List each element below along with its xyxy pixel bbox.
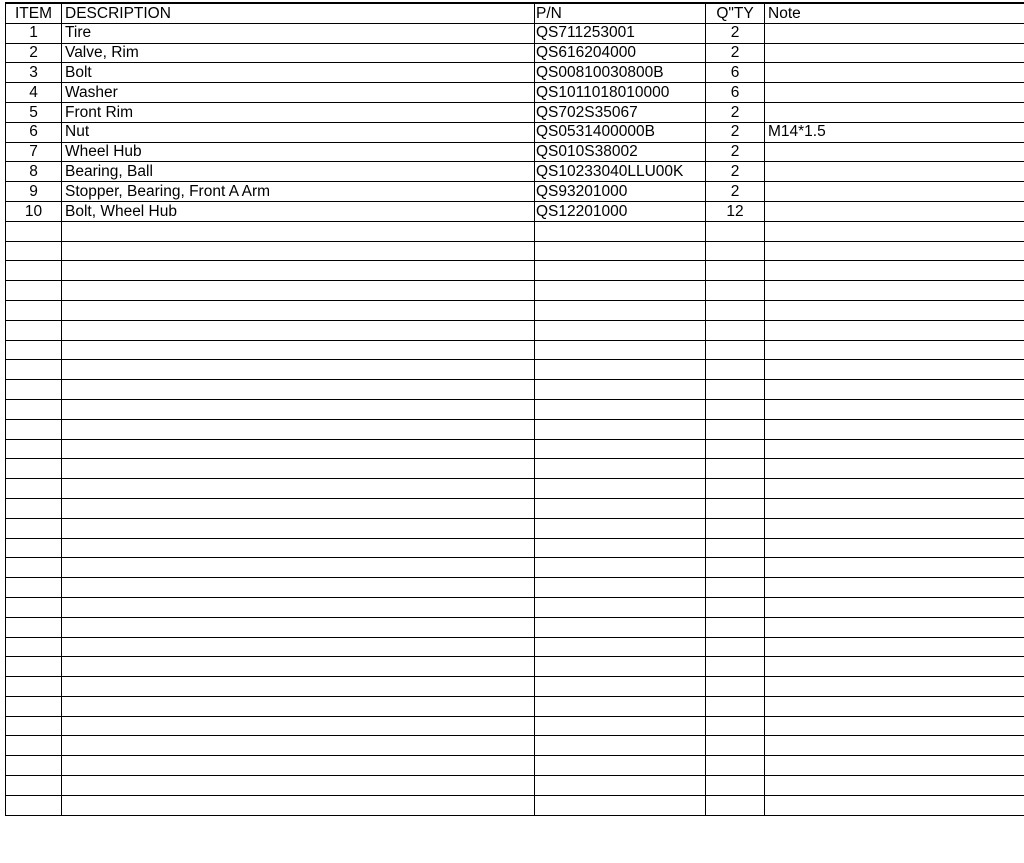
cell-description [62,399,535,419]
empty-table-row [6,578,1024,598]
cell-description: Tire [62,23,535,43]
cell-note [765,360,1024,380]
cell-part-number [535,716,706,736]
cell-part-number: QS702S35067 [535,102,706,122]
cell-part-number [535,340,706,360]
cell-note [765,637,1024,657]
cell-item [6,657,62,677]
empty-table-row [6,320,1024,340]
header-description: DESCRIPTION [62,3,535,23]
table-body [6,23,1024,815]
cell-note [765,162,1024,182]
cell-note: M14*1.5 [765,122,1024,142]
cell-part-number [535,677,706,697]
cell-part-number: QS1011018010000 [535,83,706,103]
table-row [6,102,1024,122]
cell-item [6,281,62,301]
empty-table-row [6,221,1024,241]
cell-note [765,23,1024,43]
cell-part-number [535,419,706,439]
cell-part-number: QS93201000 [535,182,706,202]
cell-quantity [706,677,765,697]
table-row [6,162,1024,182]
cell-note [765,241,1024,261]
cell-item: 10 [6,201,62,221]
cell-note [765,518,1024,538]
cell-item [6,696,62,716]
empty-table-row [6,360,1024,380]
empty-table-row [6,261,1024,281]
cell-part-number [535,320,706,340]
cell-item [6,518,62,538]
cell-quantity [706,538,765,558]
cell-note [765,578,1024,598]
empty-table-row [6,538,1024,558]
cell-note [765,399,1024,419]
cell-item [6,498,62,518]
cell-note [765,43,1024,63]
cell-quantity [706,736,765,756]
cell-item [6,419,62,439]
cell-item [6,756,62,776]
empty-table-row [6,340,1024,360]
empty-table-row [6,597,1024,617]
cell-description [62,320,535,340]
cell-quantity [706,498,765,518]
cell-description [62,518,535,538]
cell-note [765,597,1024,617]
cell-quantity: 6 [706,63,765,83]
empty-table-row [6,716,1024,736]
cell-quantity [706,795,765,815]
cell-part-number [535,281,706,301]
cell-item: 4 [6,83,62,103]
header-part-number: P/N [535,3,706,23]
cell-note [765,419,1024,439]
cell-part-number [535,459,706,479]
table-row [6,182,1024,202]
cell-description: Bearing, Ball [62,162,535,182]
cell-note [765,756,1024,776]
header-note: Note [765,3,1024,23]
cell-item [6,439,62,459]
cell-item [6,597,62,617]
cell-part-number [535,795,706,815]
cell-quantity [706,340,765,360]
cell-part-number [535,756,706,776]
empty-table-row [6,459,1024,479]
cell-quantity [706,360,765,380]
cell-quantity [706,221,765,241]
cell-part-number [535,439,706,459]
table-row [6,142,1024,162]
cell-part-number [535,617,706,637]
cell-description [62,281,535,301]
cell-part-number [535,518,706,538]
cell-quantity [706,756,765,776]
cell-note [765,795,1024,815]
cell-item [6,677,62,697]
cell-description: Wheel Hub [62,142,535,162]
empty-table-row [6,518,1024,538]
cell-note [765,221,1024,241]
cell-description [62,795,535,815]
cell-note [765,281,1024,301]
cell-part-number [535,538,706,558]
table-row [6,63,1024,83]
cell-description [62,479,535,499]
cell-item [6,221,62,241]
cell-description [62,380,535,400]
empty-table-row [6,498,1024,518]
cell-quantity [706,281,765,301]
cell-quantity [706,518,765,538]
cell-part-number [535,696,706,716]
cell-part-number [535,597,706,617]
cell-item [6,538,62,558]
cell-description [62,261,535,281]
empty-table-row [6,439,1024,459]
empty-table-row [6,696,1024,716]
cell-quantity [706,716,765,736]
empty-table-row [6,776,1024,796]
cell-quantity: 6 [706,83,765,103]
cell-description [62,241,535,261]
cell-part-number: QS616204000 [535,43,706,63]
cell-item [6,360,62,380]
cell-item [6,617,62,637]
cell-quantity [706,300,765,320]
cell-description [62,677,535,697]
empty-table-row [6,558,1024,578]
cell-quantity [706,261,765,281]
empty-table-row [6,677,1024,697]
cell-item [6,637,62,657]
cell-quantity [706,696,765,716]
cell-note [765,479,1024,499]
empty-table-row [6,281,1024,301]
cell-quantity [706,578,765,598]
cell-quantity: 2 [706,102,765,122]
cell-note [765,459,1024,479]
cell-description [62,756,535,776]
cell-note [765,716,1024,736]
cell-note [765,102,1024,122]
cell-note [765,677,1024,697]
cell-description [62,578,535,598]
cell-part-number [535,498,706,518]
cell-part-number [535,261,706,281]
cell-item [6,736,62,756]
cell-item [6,776,62,796]
cell-quantity [706,479,765,499]
cell-item [6,340,62,360]
cell-description: Washer [62,83,535,103]
cell-note [765,617,1024,637]
cell-description: Nut [62,122,535,142]
empty-table-row [6,657,1024,677]
cell-part-number [535,479,706,499]
cell-item: 5 [6,102,62,122]
cell-description [62,498,535,518]
cell-item [6,479,62,499]
cell-quantity [706,320,765,340]
empty-table-row [6,300,1024,320]
cell-quantity [706,439,765,459]
cell-item: 9 [6,182,62,202]
cell-quantity [706,597,765,617]
cell-item: 7 [6,142,62,162]
cell-description: Bolt [62,63,535,83]
cell-description [62,360,535,380]
cell-note [765,300,1024,320]
cell-note [765,182,1024,202]
cell-note [765,439,1024,459]
empty-table-row [6,479,1024,499]
table-row [6,122,1024,142]
cell-part-number [535,637,706,657]
cell-description: Front Rim [62,102,535,122]
empty-table-row [6,380,1024,400]
cell-quantity: 2 [706,122,765,142]
cell-part-number [535,578,706,598]
cell-description: Bolt, Wheel Hub [62,201,535,221]
cell-item [6,320,62,340]
cell-description [62,637,535,657]
cell-description [62,736,535,756]
cell-quantity [706,558,765,578]
cell-item [6,300,62,320]
cell-item [6,459,62,479]
cell-note [765,63,1024,83]
cell-quantity [706,776,765,796]
cell-description [62,459,535,479]
cell-note [765,142,1024,162]
cell-item [6,716,62,736]
empty-table-row [6,637,1024,657]
cell-description [62,538,535,558]
cell-note [765,261,1024,281]
cell-part-number [535,221,706,241]
empty-table-row [6,241,1024,261]
cell-part-number [535,300,706,320]
cell-quantity [706,637,765,657]
cell-part-number: QS0531400000B [535,122,706,142]
cell-quantity: 2 [706,23,765,43]
cell-item: 1 [6,23,62,43]
cell-description [62,300,535,320]
cell-part-number [535,399,706,419]
cell-note [765,776,1024,796]
cell-description [62,696,535,716]
cell-part-number: QS010S38002 [535,142,706,162]
cell-item [6,795,62,815]
header-item: ITEM [6,3,62,23]
header-quantity: Q"TY [706,3,765,23]
cell-part-number: QS10233040LLU00K [535,162,706,182]
cell-item [6,558,62,578]
cell-description [62,419,535,439]
cell-part-number: QS00810030800B [535,63,706,83]
cell-item: 6 [6,122,62,142]
cell-item [6,399,62,419]
table-row [6,201,1024,221]
cell-part-number [535,736,706,756]
cell-quantity [706,657,765,677]
cell-note [765,201,1024,221]
cell-part-number: QS12201000 [535,201,706,221]
cell-note [765,558,1024,578]
empty-table-row [6,419,1024,439]
cell-description [62,617,535,637]
cell-part-number [535,776,706,796]
parts-list-table [5,2,1024,816]
cell-note [765,320,1024,340]
cell-note [765,83,1024,103]
cell-item: 2 [6,43,62,63]
cell-description: Valve, Rim [62,43,535,63]
cell-item [6,261,62,281]
header-row [6,3,1024,23]
cell-note [765,538,1024,558]
cell-quantity [706,241,765,261]
cell-item: 3 [6,63,62,83]
cell-part-number [535,380,706,400]
cell-quantity [706,617,765,637]
empty-table-row [6,617,1024,637]
table-row [6,83,1024,103]
cell-note [765,736,1024,756]
cell-part-number [535,360,706,380]
cell-quantity: 2 [706,43,765,63]
cell-quantity [706,459,765,479]
cell-description [62,657,535,677]
cell-item: 8 [6,162,62,182]
cell-part-number [535,241,706,261]
cell-part-number [535,657,706,677]
cell-description [62,597,535,617]
cell-quantity: 2 [706,162,765,182]
cell-item [6,380,62,400]
empty-table-row [6,399,1024,419]
cell-note [765,696,1024,716]
cell-quantity: 2 [706,142,765,162]
cell-item [6,578,62,598]
cell-note [765,498,1024,518]
empty-table-row [6,736,1024,756]
cell-quantity [706,380,765,400]
cell-part-number: QS711253001 [535,23,706,43]
cell-description [62,439,535,459]
cell-quantity: 12 [706,201,765,221]
cell-part-number [535,558,706,578]
cell-description [62,340,535,360]
cell-description: Stopper, Bearing, Front A Arm [62,182,535,202]
cell-quantity [706,419,765,439]
cell-description [62,558,535,578]
cell-quantity [706,399,765,419]
cell-description [62,221,535,241]
empty-table-row [6,795,1024,815]
cell-note [765,657,1024,677]
cell-note [765,340,1024,360]
table-row [6,43,1024,63]
cell-description [62,776,535,796]
table-row [6,23,1024,43]
cell-description [62,716,535,736]
cell-item [6,241,62,261]
cell-note [765,380,1024,400]
empty-table-row [6,756,1024,776]
cell-quantity: 2 [706,182,765,202]
